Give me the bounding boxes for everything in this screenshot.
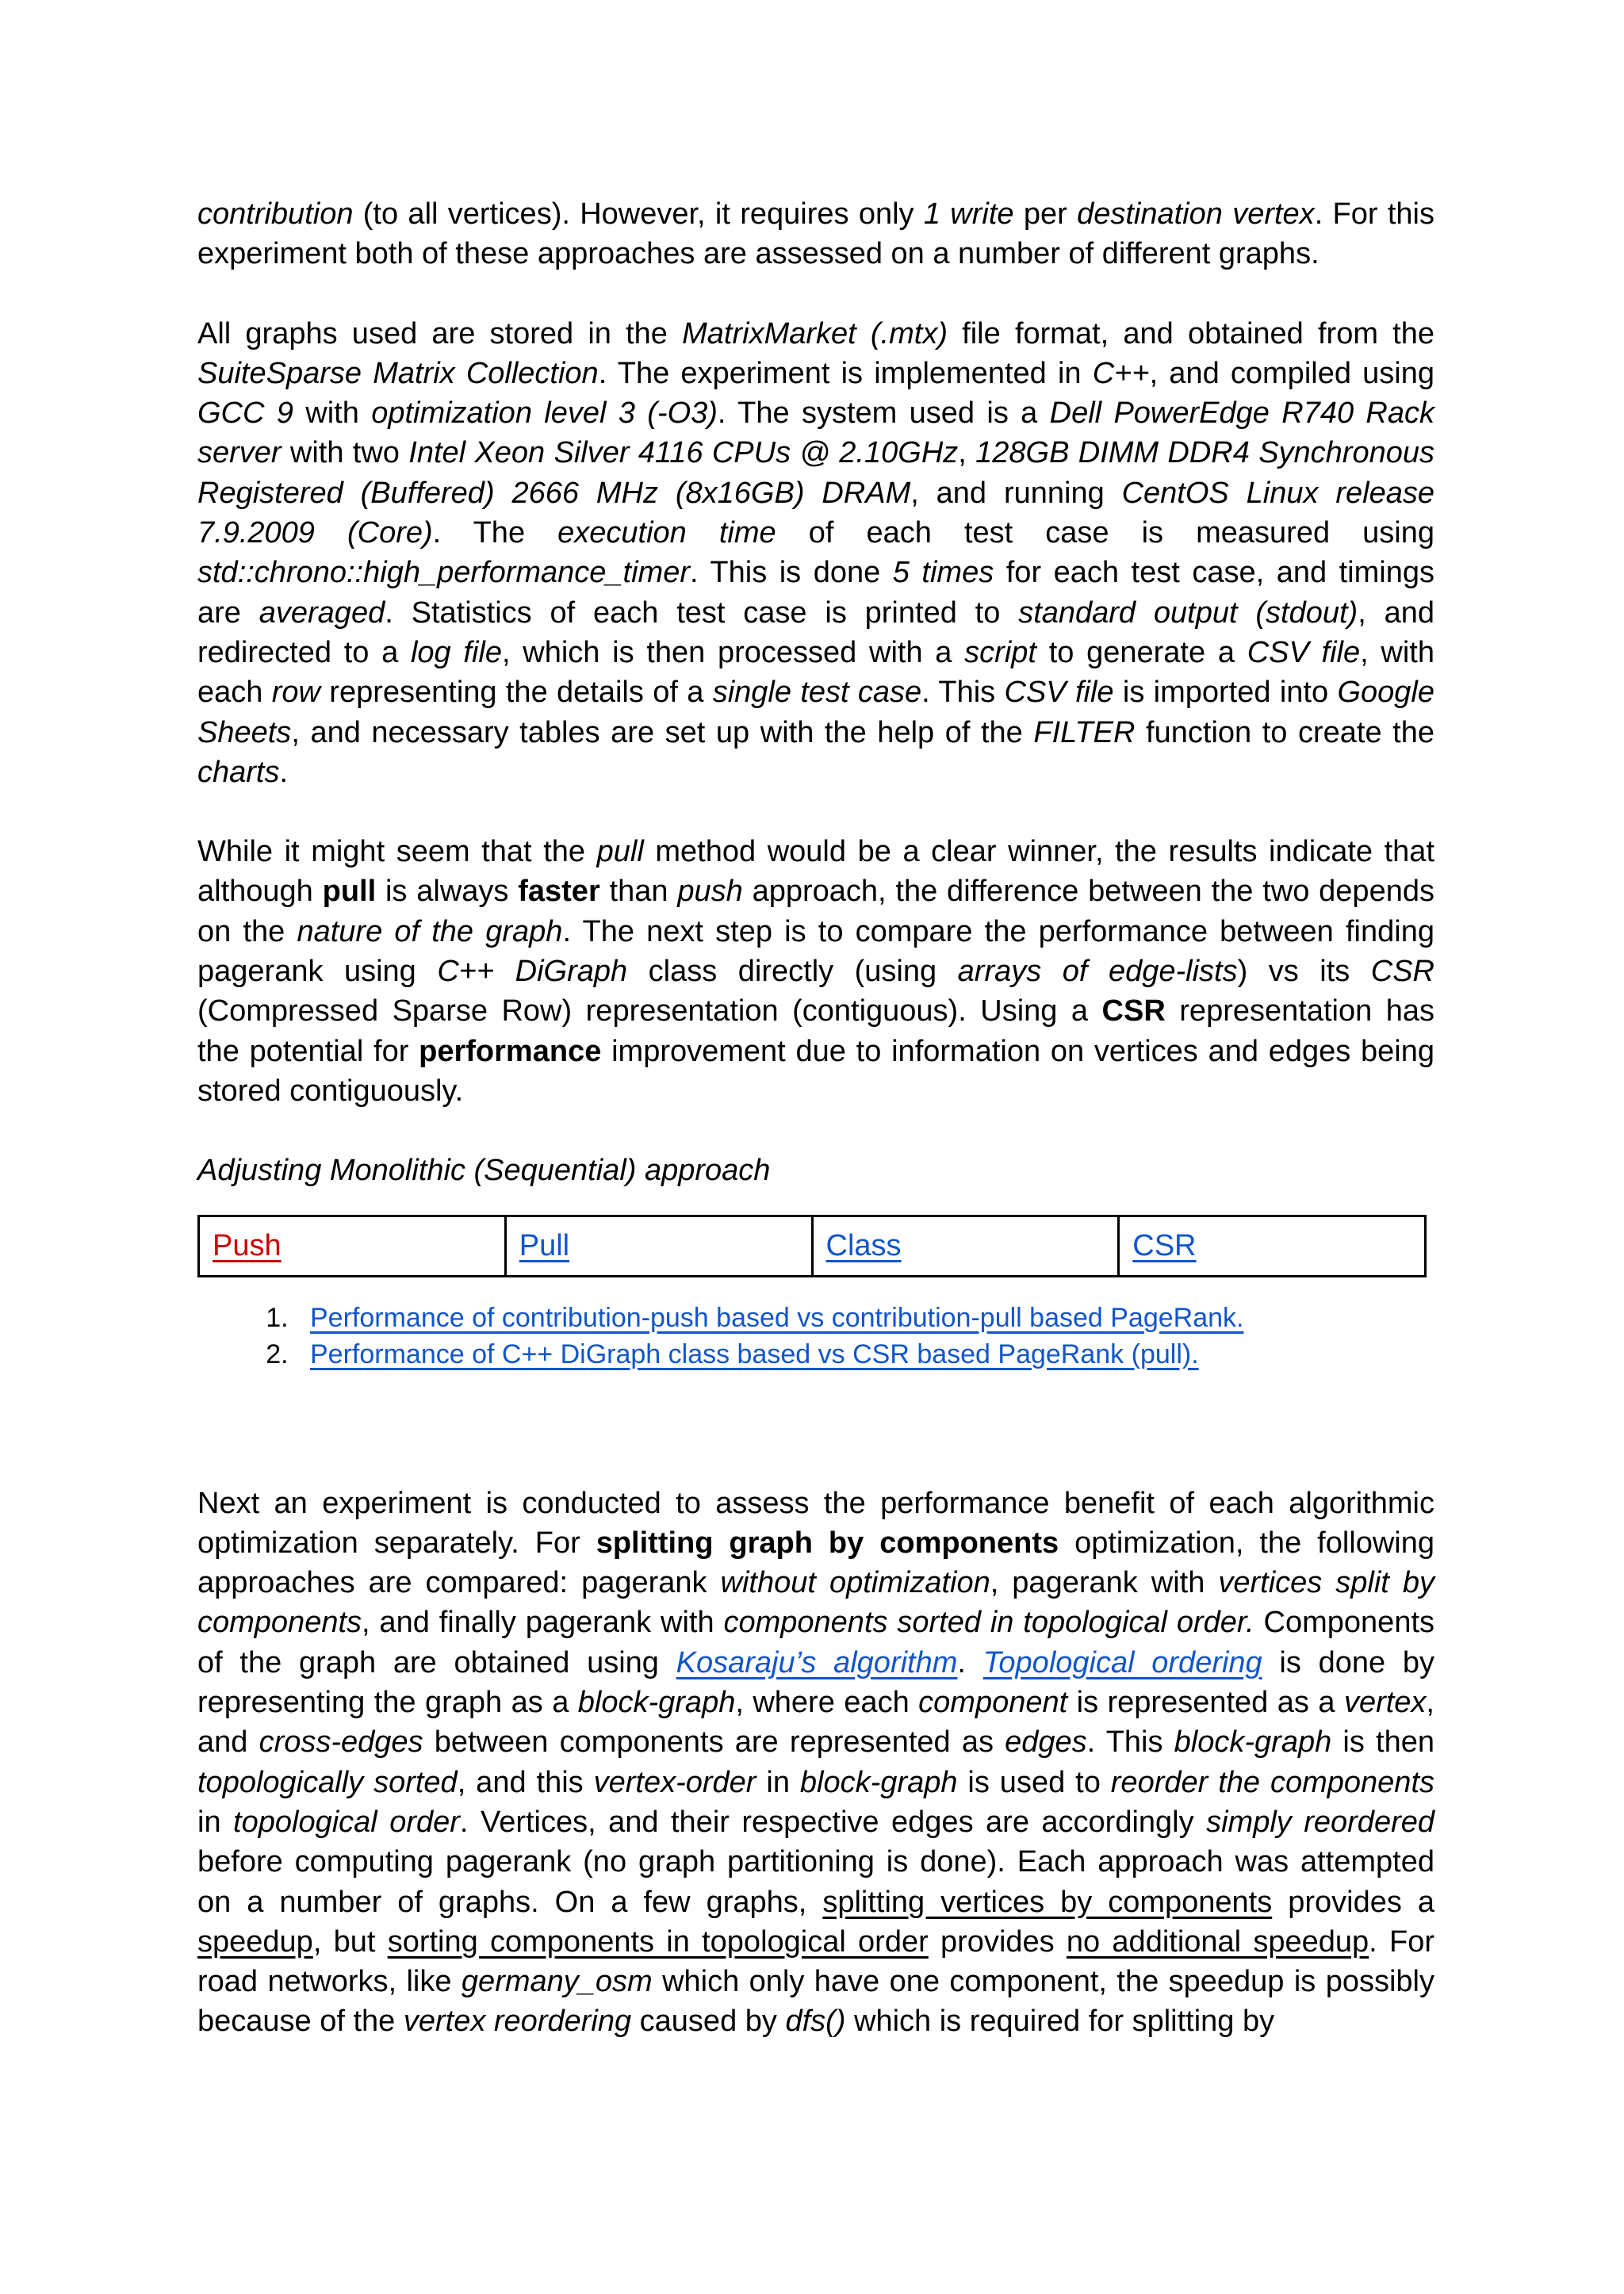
csr-link[interactable]: CSR	[1132, 1228, 1197, 1262]
reference-link-digraph-vs-csr[interactable]: Performance of C++ DiGraph class based vs CSR based PageRank (pull).	[310, 1338, 1199, 1369]
reference-link-push-vs-pull[interactable]: Performance of contribution-push based vs contribution-pull based PageRank.	[310, 1302, 1244, 1333]
section-heading: Adjusting Monolithic (Sequential) approach	[197, 1154, 771, 1188]
link-table	[197, 1215, 1427, 1277]
link-cell-push	[199, 1216, 506, 1276]
paragraph-gap	[197, 1111, 1434, 1151]
paragraph-gap	[197, 274, 1434, 314]
document-page	[197, 194, 1434, 2042]
link-cell-pull	[505, 1216, 812, 1276]
paragraph-results: While it might seem that the pull method would be a clear winner, the results indicate that although pull is always faster than push approach, the difference between the two depends on the nature of the graph. The next step is to compare the performance between finding pagerank using C++ DiGraph class directly (using arrays of edge-lists) vs its CSR (Compressed Sparse Row) representation (contiguous). Using a CSR representation has the potential for performance improvement due to information on vertices and edges being stored contiguously.	[197, 835, 1435, 1108]
push-link[interactable]: Push	[213, 1228, 282, 1262]
paragraph-setup: All graphs used are stored in the MatrixMarket (.mtx) file format, and obtained from the SuiteSparse Matrix Collection. The experiment is implemented in C++, and compiled using GCC 9 with optimization level 3 (-O3). The system used is a Dell PowerEdge R740 Rack server with two Intel Xeon Silver 4116 CPUs @ 2.10GHz, 128GB DIMM DDR4 Synchronous Registered (Buffered) 2666 MHz (8x16GB) DRAM, and running CentOS Linux release 7.9.2009 (Core). The execution time of each test case is measured using std::chrono::high_performance_timer. This is done 5 times for each test case, and timings are averaged. Statistics of each test case is printed to standard output (stdout), and redirected to a log file, which is then processed with a script to generate a CSV file, with each row representing the details of a single test case. This CSV file is imported into Google Sheets, and necessary tables are set up with the help of the FILTER function to create the charts.	[197, 316, 1435, 789]
kosaraju-link[interactable]: Kosaraju’s algorithm	[676, 1645, 958, 1679]
topological-ordering-link[interactable]: Topological ordering	[982, 1645, 1262, 1679]
list-item	[296, 1300, 1434, 1336]
paragraph-optimization: Next an experiment is conducted to assess the performance benefit of each algorithmic optimization separately. For splitting graph by components optimization, the following approaches are compared: pagerank without optimization, pagerank with vertices split by components, and finally pagerank with components sorted in topological order. Components of the graph are obtained using Kosaraju’s algorithm. Topological ordering is done by representing the graph as a block-graph, where each component is represented as a vertex, and cross-edges between components are represented as edges. This block-graph is then topologically sorted, and this vertex-order in block-graph is used to reorder the components in topological order. Vertices, and their respective edges are accordingly simply reordered before computing pagerank (no graph partitioning is done). Each approach was attempted on a number of graphs. On a few graphs, splitting vertices by components provides a speedup, but sorting components in topological order provides no additional speedup. For road networks, like germany_osm which only have one component, the speedup is possibly because of the vertex reordering caused by dfs() which is required for splitting by	[197, 1486, 1435, 2039]
class-link[interactable]: Class	[825, 1228, 902, 1262]
pull-link[interactable]: Pull	[519, 1228, 570, 1262]
section-gap	[197, 1373, 1434, 1484]
list-item	[296, 1336, 1434, 1373]
link-cell-class	[812, 1216, 1119, 1276]
reference-list	[197, 1300, 1434, 1373]
link-table-row	[199, 1216, 1426, 1276]
paragraph-contribution: contribution (to all vertices). However, it requires only 1 write per destination vertex. For this experiment both of these approaches are assessed on a number of different graphs.	[197, 197, 1435, 271]
paragraph-gap	[197, 792, 1434, 832]
link-cell-csr	[1119, 1216, 1426, 1276]
